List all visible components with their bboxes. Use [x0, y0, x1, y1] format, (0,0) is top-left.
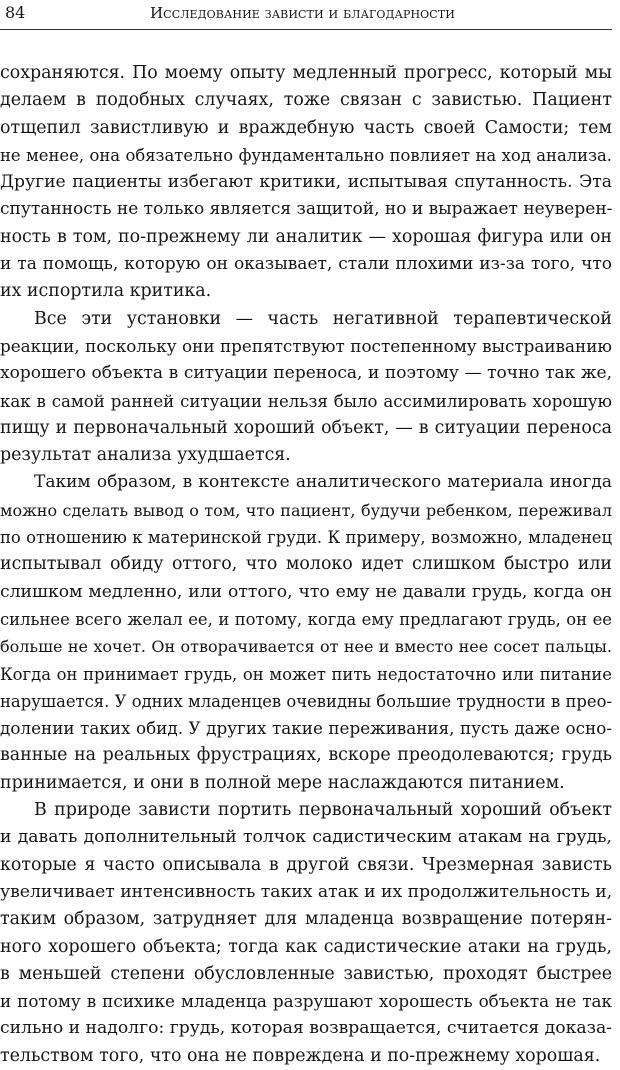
text-line: сильнее всего желал ее, и потому, когда ему предлагают грудь, он ее — [0, 609, 612, 629]
paragraph — [0, 469, 612, 797]
running-title: Исследование зависти и благодарности — [150, 4, 455, 22]
header-rule — [0, 29, 612, 30]
text-line: по отношению к материнской груди. К примеру, возможно, младенец — [0, 528, 612, 548]
text-line: принимается, и они в полной мере наслаждаются питанием. — [0, 772, 565, 793]
text-line: результат анализа ухудшается. — [0, 445, 291, 466]
text-line: отщепил завистливую и враждебную часть своей Самости; тем — [0, 117, 612, 138]
text-line: ность в том, по-прежнему ли аналитик — хорошая фигура или он — [0, 226, 612, 247]
text-line: тельством того, что она не повреждена и по-прежнему хорошая. — [0, 1045, 601, 1066]
text-line: в меньшей степени обусловленные завистью, проходят быстрее — [0, 963, 612, 984]
text-line: слишком медленно, или оттого, что ему не давали грудь, когда он — [0, 581, 612, 602]
paragraph — [0, 797, 612, 1070]
text-line: Все эти установки — часть негативной терапевтической — [34, 308, 612, 329]
text-line: Другие пациенты избегают критики, испытывая спутанность. Эта — [0, 172, 612, 193]
text-line: как в самой ранней ситуации нельзя было ассимилировать хорошую — [0, 391, 612, 411]
text-line: не менее, она обязательно фундаментально повлияет на ход анализа. — [0, 145, 612, 165]
text-line: нарушается. У одних младенцев очевидны большие трудности в прео- — [0, 691, 612, 711]
text-line: сохраняются. По моему опыту медленный прогресс, который мы — [0, 63, 612, 83]
text-line: можно сделать вывод о том, что пациент, будучи ребенком, переживал — [0, 500, 612, 520]
text-line: больше не хочет. Он отворачивается от нее и вместо нее сосет пальцы. — [0, 637, 612, 657]
paragraph — [0, 60, 612, 306]
text-line: и потому в психике младенца разрушают хорошесть объекта не так — [0, 991, 612, 1012]
text-line: и давать дополнительный толчок садистическим атакам на грудь, — [0, 827, 612, 848]
text-line: испытывал обиду оттого, что молоко идет слишком быстро или — [0, 554, 612, 575]
text-line: хорошего объекта в ситуации переноса, и поэтому — точно так же, — [0, 363, 612, 384]
text-line: ного хорошего объекта; тогда как садистические атаки на грудь, — [0, 936, 612, 957]
text-line: реакции, поскольку они препятствуют постепенному выстраиванию — [0, 335, 612, 356]
text-line: их испортила критика. — [0, 281, 212, 302]
text-line: таким образом, затрудняет для младенца возвращение потерян- — [0, 909, 612, 930]
text-line: В природе зависти портить первоначальный хороший объект — [34, 800, 612, 821]
text-line: увеличивает интенсивность таких атак и их продолжительность и, — [0, 881, 612, 902]
page-number: 84 — [5, 3, 26, 22]
text-line: и та помощь, которую он оказывает, стали плохими из-за того, что — [0, 254, 612, 275]
paragraph — [0, 306, 612, 470]
text-line: которые я часто описывала в другой связи. Чрезмерная зависть — [0, 854, 612, 875]
body-text — [0, 60, 612, 1070]
text-line: делаем в подобных случаях, тоже связан с завистью. Пациент — [0, 90, 612, 111]
text-line: Таким образом, в контексте аналитического материала иногда — [34, 472, 612, 493]
text-line: сильно и надолго: грудь, которая возвращается, считается доказа- — [0, 1018, 612, 1039]
text-line: ванные на реальных фрустрациях, вскоре преодолеваются; грудь — [0, 745, 612, 766]
text-line: Когда он принимает грудь, он может пить недостаточно или питание — [0, 664, 612, 684]
text-line: долении таких обид. У других такие переживания, пусть даже осно- — [0, 718, 612, 739]
text-line: пищу и первоначальный хороший объект, — в ситуации переноса — [0, 417, 612, 438]
running-head — [0, 0, 620, 30]
text-line: спутанность не только является защитой, но и выражает неуверен- — [0, 199, 612, 220]
